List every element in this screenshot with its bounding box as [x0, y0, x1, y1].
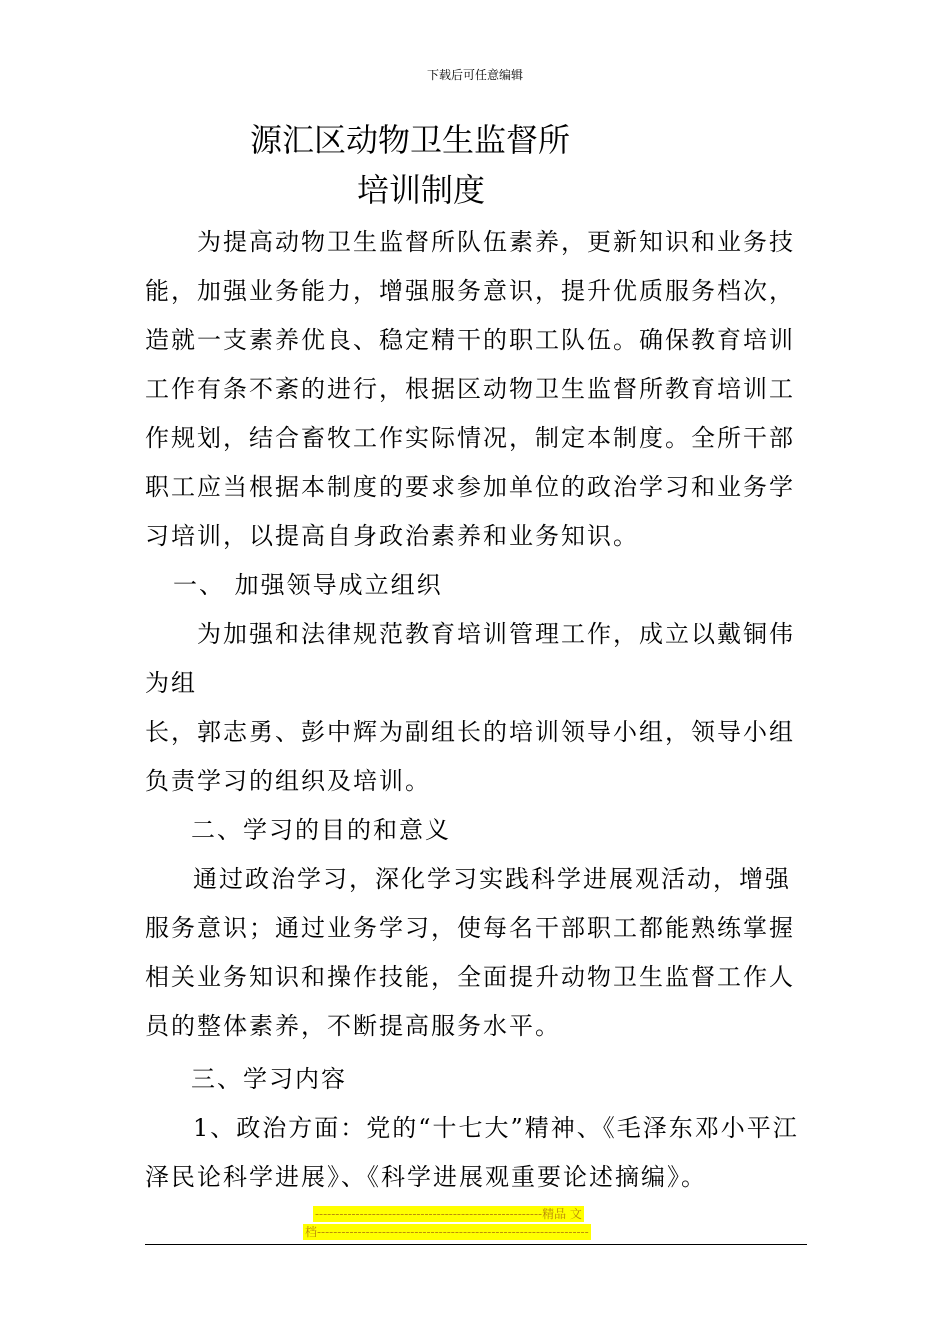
- section-3-heading: 三、学习内容: [191, 1065, 347, 1093]
- intro-paragraph: 为提高动物卫生监督所队伍素养，更新知识和业务技能，加强业务能力，增强服务意识，提升优质服务档次，造就一支素养优良、稳定精干的职工队伍。确保教育培训工作有条不紊的进行，根据区动物卫生监督所教育培训工作规划，结合畜牧工作实际情况，制定本制度。全所干部职工应当根据本制度的要求参加单位的政治学习和业务学习培训，以提高自身政治素养和业务知识。: [145, 228, 795, 550]
- section-1-heading: 一、 加强领导成立组织: [173, 571, 443, 599]
- footer-line-1: --------------------------------------------------------精品 文: [315, 1207, 582, 1221]
- section-2-heading: 二、学习的目的和意义: [191, 816, 451, 844]
- section-2-paragraph: 通过政治学习，深化学习实践科学进展观活动，增强服务意识；通过业务学习，使每名干部职工都能熟练掌握相关业务知识和操作技能，全面提升动物卫生监督工作人员的整体素养，不断提高服务水平。: [145, 865, 795, 1040]
- section-1-paragraph-b: 长，郭志勇、彭中辉为副组长的培训领导小组，领导小组负责学习的组织及培训。: [145, 718, 795, 795]
- document-body: [145, 218, 807, 1202]
- document-subtitle: 培训制度: [357, 171, 486, 209]
- document-title: 源汇区动物卫生监督所: [250, 121, 571, 159]
- section-1-paragraph-a: 为加强和法律规范教育培训管理工作，成立以戴铜伟为组: [145, 620, 795, 697]
- footer-line-2: 档-------------------------------------------------------------------: [305, 1225, 589, 1239]
- page-header-note: 下载后可任意编辑: [426, 68, 523, 82]
- section-3-item-1: 1、政治方面：党的“十七大”精神、《毛泽东邓小平江泽民论科学进展》、《科学进展观重要论述摘编》。: [145, 1114, 799, 1191]
- footer-rule: [145, 1244, 807, 1245]
